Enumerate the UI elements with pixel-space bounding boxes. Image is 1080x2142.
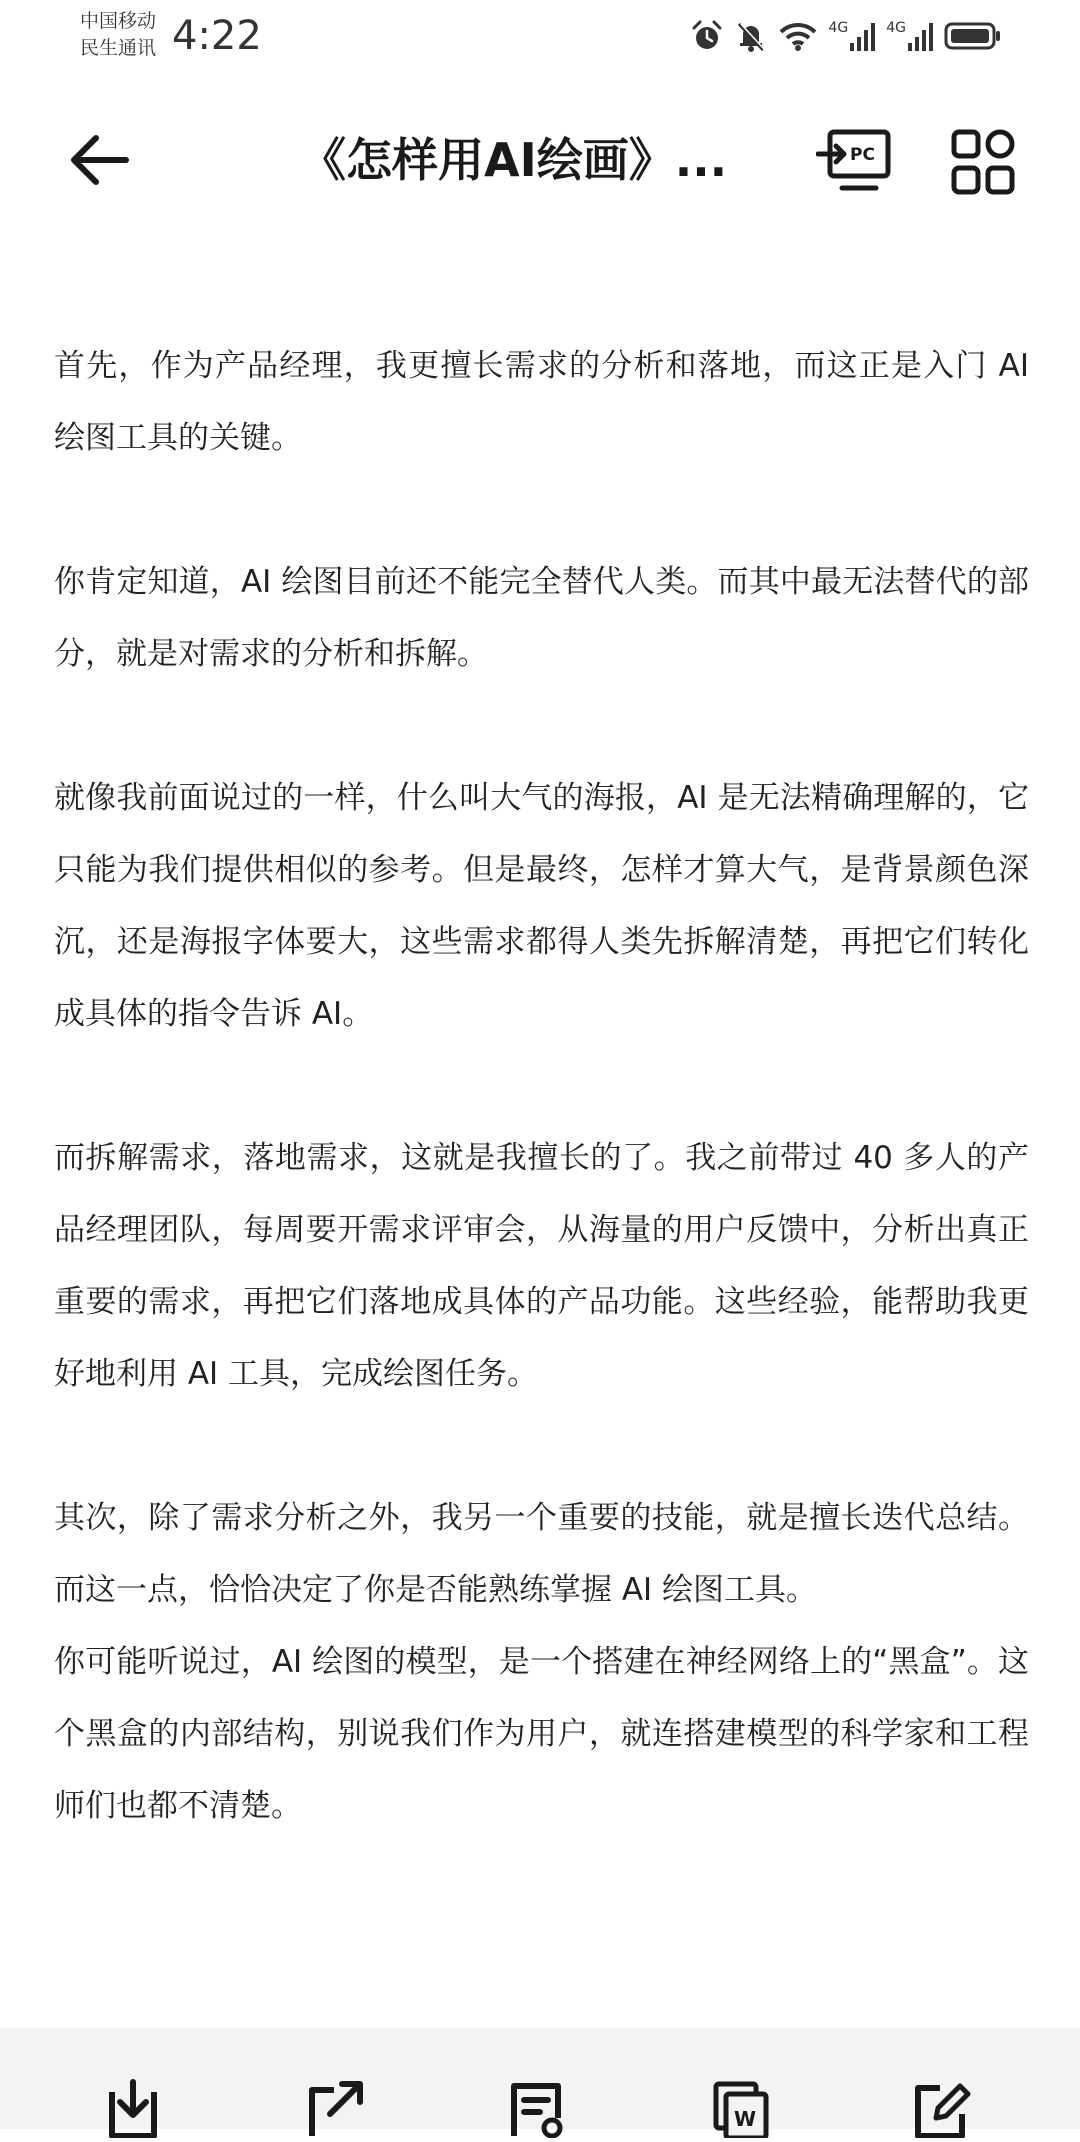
export-button[interactable]	[300, 2078, 370, 2138]
article-paragraph: 你肯定知道，AI 绘图目前还不能完全替代人类。而其中最无法替代的部分，就是对需求的分析和拆解。	[54, 564, 1029, 672]
carrier-line-1: 中国移动	[80, 10, 157, 32]
word-button[interactable]	[704, 2078, 774, 2138]
edit-button[interactable]	[906, 2078, 976, 2138]
pc-view-button[interactable]	[816, 126, 894, 196]
signal-bars-icon	[850, 21, 876, 51]
edit-icon	[906, 2078, 976, 2138]
back-button[interactable]	[58, 128, 138, 192]
status-bar	[0, 0, 1080, 72]
article-paragraph: 而拆解需求，落地需求，这就是我擅长的了。我之前带过 40 多人的产品经理团队，每周要开需求评审会，从海量的用户反馈中，分析出真正重要的需求，再把它们落地成具体的产品功能。这些经验，能帮助我更好地利用 AI 工具，完成绘图任务。	[54, 1140, 1029, 1392]
wifi-icon	[778, 20, 818, 52]
pc-view-icon	[816, 126, 894, 196]
signal-label-2: 4G	[886, 20, 906, 36]
document-icon	[502, 2078, 572, 2138]
title-bar	[0, 90, 1080, 230]
export-icon	[300, 2078, 370, 2138]
article-body	[54, 330, 1029, 1842]
status-icons	[690, 16, 1002, 56]
alarm-icon	[690, 19, 724, 53]
grid-icon	[948, 126, 1020, 198]
back-arrow-icon	[66, 132, 130, 188]
signal-4g-1	[828, 21, 876, 51]
bottom-toolbar	[0, 2028, 1080, 2129]
page-title: 《怎样用AI绘画》...	[300, 133, 728, 187]
document-button[interactable]	[502, 2078, 572, 2138]
battery-icon	[944, 21, 1002, 51]
signal-bars-icon	[908, 21, 934, 51]
carrier-line-2: 民生通讯	[80, 37, 157, 59]
apps-grid-button[interactable]	[948, 126, 1020, 198]
article-paragraph: 你可能听说过，AI 绘图的模型，是一个搭建在神经网络上的“黑盒”。这个黑盒的内部结构，别说我们作为用户，就连搭建模型的科学家和工程师们也都不清楚。	[54, 1644, 1029, 1824]
download-icon	[98, 2078, 168, 2138]
signal-4g-2	[886, 21, 934, 51]
download-button[interactable]	[98, 2078, 168, 2138]
carrier-info	[80, 8, 156, 62]
word-icon	[704, 2078, 774, 2138]
signal-label-1: 4G	[828, 20, 849, 36]
article-paragraph: 首先，作为产品经理，我更擅长需求的分析和落地，而这正是入门 AI 绘图工具的关键。	[54, 348, 1029, 456]
status-time: 4:22	[172, 13, 262, 59]
article-paragraph: 就像我前面说过的一样，什么叫大气的海报，AI 是无法精确理解的，它只能为我们提供相似的参考。但是最终，怎样才算大气，是背景颜色深沉，还是海报字体要大，这些需求都得人类先拆解清楚，再把它们转化成具体的指令告诉 AI。	[54, 780, 1029, 1032]
mute-bell-icon	[734, 19, 768, 53]
article-paragraph: 其次，除了需求分析之外，我另一个重要的技能，就是擅长迭代总结。而这一点，恰恰决定了你是否能熟练掌握 AI 绘图工具。	[54, 1500, 1029, 1608]
svg-text:PC: PC	[850, 145, 875, 165]
svg-text:W: W	[734, 2107, 757, 2131]
